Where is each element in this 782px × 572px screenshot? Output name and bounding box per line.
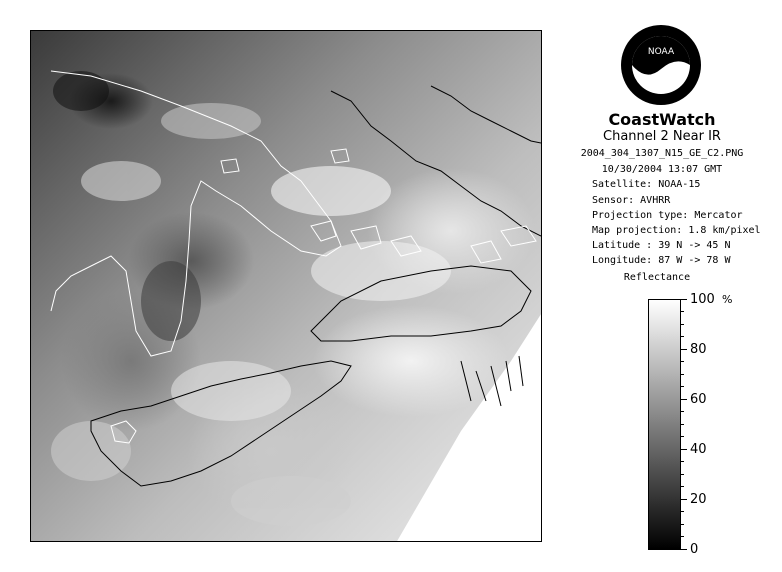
minor-tick [681, 324, 684, 325]
tick-60 [681, 399, 687, 400]
app-title: CoastWatch [608, 110, 716, 129]
river-channel-2 [431, 86, 541, 143]
channel-subtitle: Channel 2 Near IR [603, 129, 721, 144]
sensor-label: Sensor: AVHRR [592, 195, 671, 206]
tick-label-60: 60 [690, 392, 707, 407]
river-channel [331, 91, 541, 236]
tick-label-80: 80 [690, 342, 707, 357]
noaa-logo [620, 24, 702, 106]
legend-title: Reflectance [623, 272, 691, 283]
no-data-region [396, 311, 542, 542]
minor-tick [681, 424, 684, 425]
minor-tick [681, 311, 684, 312]
minor-tick [681, 511, 684, 512]
tick-label-0: 0 [690, 542, 699, 557]
tick-label-20: 20 [690, 492, 707, 507]
minor-tick [681, 461, 684, 462]
latitude-label: Latitude : 39 N -> 45 N [592, 240, 731, 251]
tick-100 [681, 299, 687, 300]
longitude-label: Longitude: 87 W -> 78 W [592, 255, 731, 266]
minor-tick [681, 474, 684, 475]
map-projection-label: Map projection: 1.8 km/pixel [592, 225, 761, 236]
tick-label-40: 40 [690, 442, 707, 457]
minor-tick [681, 524, 684, 525]
tick-40 [681, 449, 687, 450]
projection-type-label: Projection type: Mercator [592, 210, 743, 221]
minor-tick [681, 486, 684, 487]
legend-unit: % [722, 293, 733, 306]
tick-0 [681, 549, 687, 550]
minor-tick [681, 436, 684, 437]
noaa-logo-text: NOAA [647, 47, 675, 57]
minor-tick [681, 374, 684, 375]
minor-tick [681, 361, 684, 362]
minor-tick [681, 386, 684, 387]
cloud-texture [51, 71, 451, 526]
filename-label: 2004_304_1307_N15_GE_C2.PNG [580, 148, 744, 159]
coastline-overlay [31, 31, 542, 542]
minor-tick [681, 411, 684, 412]
reflectance-colorbar [648, 299, 681, 550]
satellite-image [30, 30, 542, 542]
satellite-label: Satellite: NOAA-15 [592, 179, 701, 190]
tick-20 [681, 499, 687, 500]
minor-tick [681, 336, 684, 337]
tick-label-100: 100 [690, 292, 715, 307]
tick-80 [681, 349, 687, 350]
datetime-label: 10/30/2004 13:07 GMT [601, 164, 723, 175]
minor-tick [681, 536, 684, 537]
